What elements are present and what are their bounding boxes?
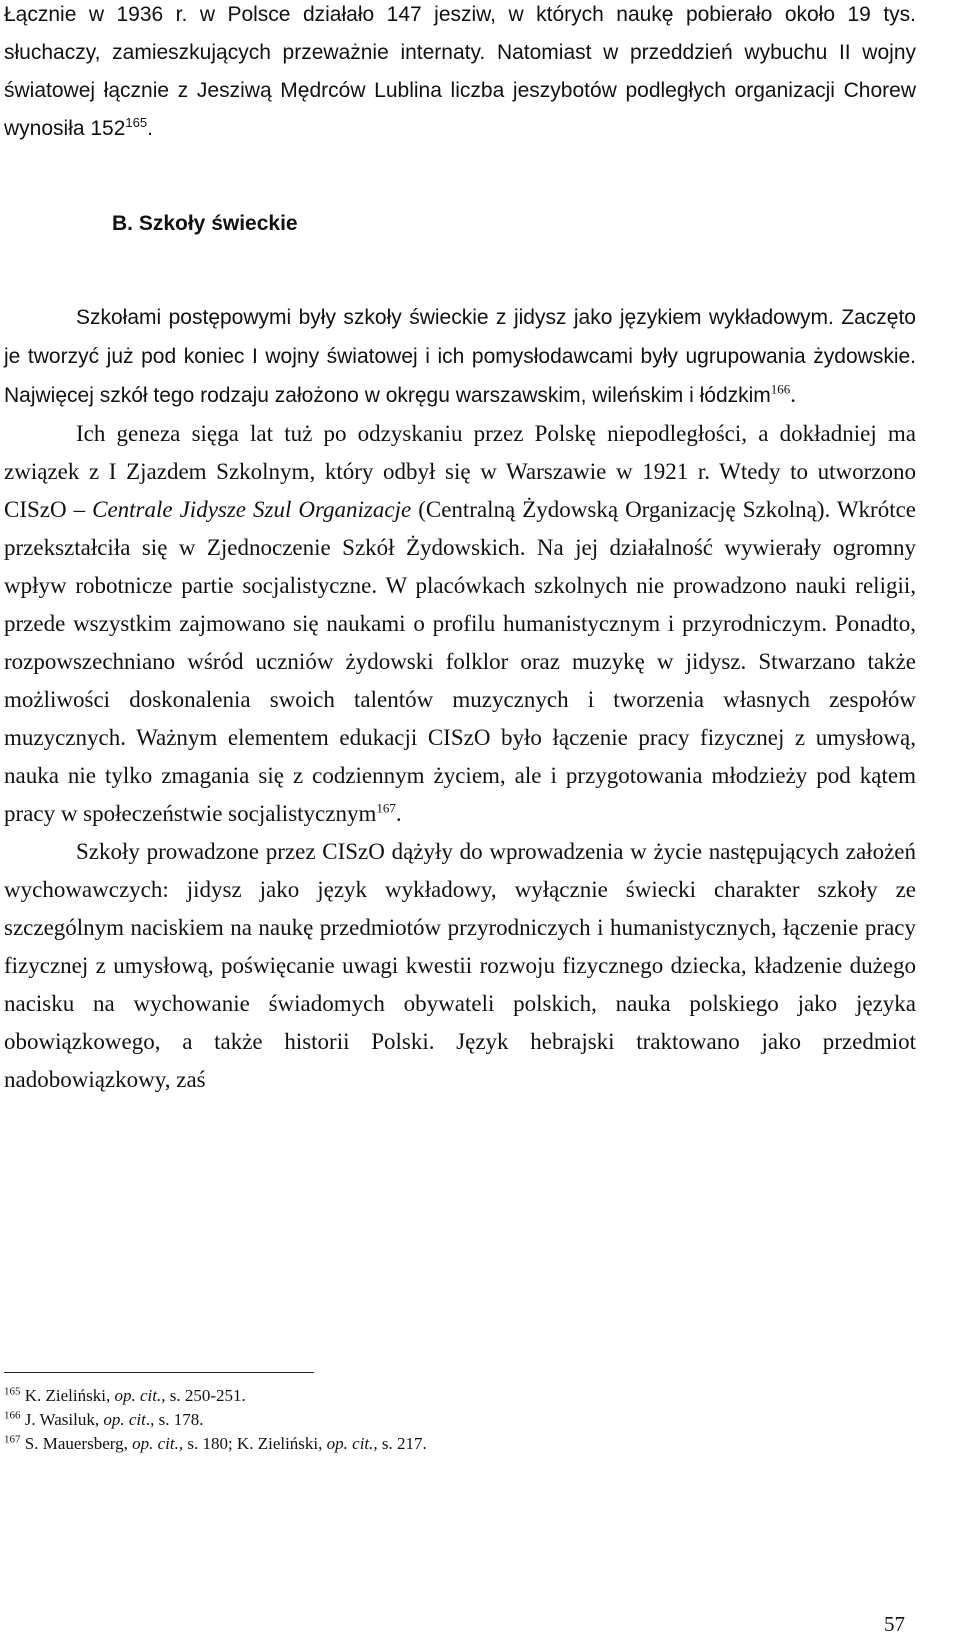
paragraph-3-tail: . (395, 801, 402, 826)
footnote-number: 166 (4, 1409, 21, 1422)
paragraph-1 (4, 0, 916, 148)
footnote-ref-167: 167 (376, 800, 396, 816)
section-heading: B. Szkoły świeckie (112, 212, 298, 235)
footnote-number: 167 (4, 1433, 21, 1446)
paragraph-3-italic: Centrale Jidysze Szul Organizacje (92, 497, 412, 522)
footnote-italic: op. cit., (132, 1434, 184, 1453)
paragraph-1-tail: . (147, 117, 153, 140)
paragraph-3 (4, 415, 916, 833)
footnote-text-post: ., s. 178. (145, 1410, 204, 1429)
footnote-italic: op. cit., (114, 1386, 166, 1405)
footnote-165 (4, 1384, 904, 1408)
paragraph-2-text-a: Szkołami postępowymi były szkoły świeckie z jidysz jako językiem wykładowym. Zaczęto je tworzyć już pod koniec I wojny światowej i ich pomysłodawcami były ugrupowania żydowskie. (4, 306, 916, 368)
footnote-text-post: s. 180; K. Zieliński, (183, 1434, 327, 1453)
footnote-text-post: s. 250-251. (165, 1386, 246, 1405)
footnote-ref-166: 166 (770, 381, 791, 397)
paragraph-3-text-a: Ich geneza sięga lat tuż po odzyskaniu przez Polskę niepodległości, a dokładniej ma związek z I Zjazdem Szkolnym, który odbył się w Warszawie w 1921 r. Wtedy to utworzono CISzO – (4, 421, 916, 522)
footnote-166 (4, 1408, 904, 1432)
paragraph-2 (4, 298, 916, 415)
footnote-text-post-2: s. 217. (377, 1434, 427, 1453)
footnote-text: K. Zieliński, (24, 1386, 115, 1405)
footnote-167 (4, 1432, 904, 1456)
paragraph-2-text-b: Najwięcej szkół tego rodzaju założono w okręgu warszawskim, wileńskim i łódzkim (4, 384, 771, 407)
footnote-italic: op. cit (103, 1410, 146, 1429)
footnote-text: J. Wasiluk, (24, 1410, 104, 1429)
paragraph-3-text-b: (Centralną Żydowską Organizację Szkolną). Wkrótce przekształciła się w Zjednoczenie Szkół Żydowskich. Na jej działalność wywierały ogromny wpływ robotnicze partie socjalistyczne. W placówkach szkolnych nie prowadzono nauki religii, przede wszystkim zajmowano się naukami o profilu humanistycznym i przyrodniczym. Ponadto, rozpowszechniano wśród uczniów żydowski folklor oraz muzykę w jidysz. Stwarzano także możliwości doskonalenia swoich talentów muzycznych i tworzenia własnych zespołów muzycznych. Ważnym elementem edukacji CISzO było łączenie pracy fizycznej z umysłową, nauka nie tylko zmagania się z codziennym życiem, ale i przygotowania młodzieży pod kątem pracy w społeczeństwie socjalistycznym (4, 497, 916, 826)
footnote-number: 165 (4, 1385, 21, 1398)
footnote-separator (4, 1372, 314, 1373)
paragraph-4 (4, 833, 916, 1099)
body-text (4, 298, 916, 1099)
paragraph-2-tail: . (790, 382, 797, 407)
footnotes (4, 1384, 904, 1456)
paragraph-4-text: Szkoły prowadzone przez CISzO dążyły do wprowadzenia w życie następujących założeń wychowawczych: jidysz jako język wykładowy, wyłącznie świecki charakter szkoły ze szczególnym naciskiem na naukę przedmiotów przyrodniczych i humanistycznych, łączenie pracy fizycznej z umysłową, poświęcanie uwagi kwestii rozwoju fizycznego dziecka, kładzenie dużego nacisku na wychowanie świadomych obywateli polskich, nauka polskiego jako języka obowiązkowego, a także historii Polski. Język hebrajski traktowano jako przedmiot nadobowiązkowy, zaś (4, 839, 916, 1092)
page-number: 57 (884, 1612, 905, 1636)
paragraph-1-text: Łącznie w 1936 r. w Polsce działało 147 jesziw, w których naukę pobierało około 19 tys. słuchaczy, zamieszkujących przeważnie internaty. Natomiast w przeddzień wybuchu II wojny światowej łącznie z Jesziwą Mędrców Lublina liczba jeszybotów podległych organizacji Chorew wynosiła 152 (4, 3, 916, 140)
footnote-ref-165: 165 (125, 115, 148, 130)
footnote-italic-2: op. cit., (326, 1434, 378, 1453)
footnote-text: S. Mauersberg, (24, 1434, 133, 1453)
